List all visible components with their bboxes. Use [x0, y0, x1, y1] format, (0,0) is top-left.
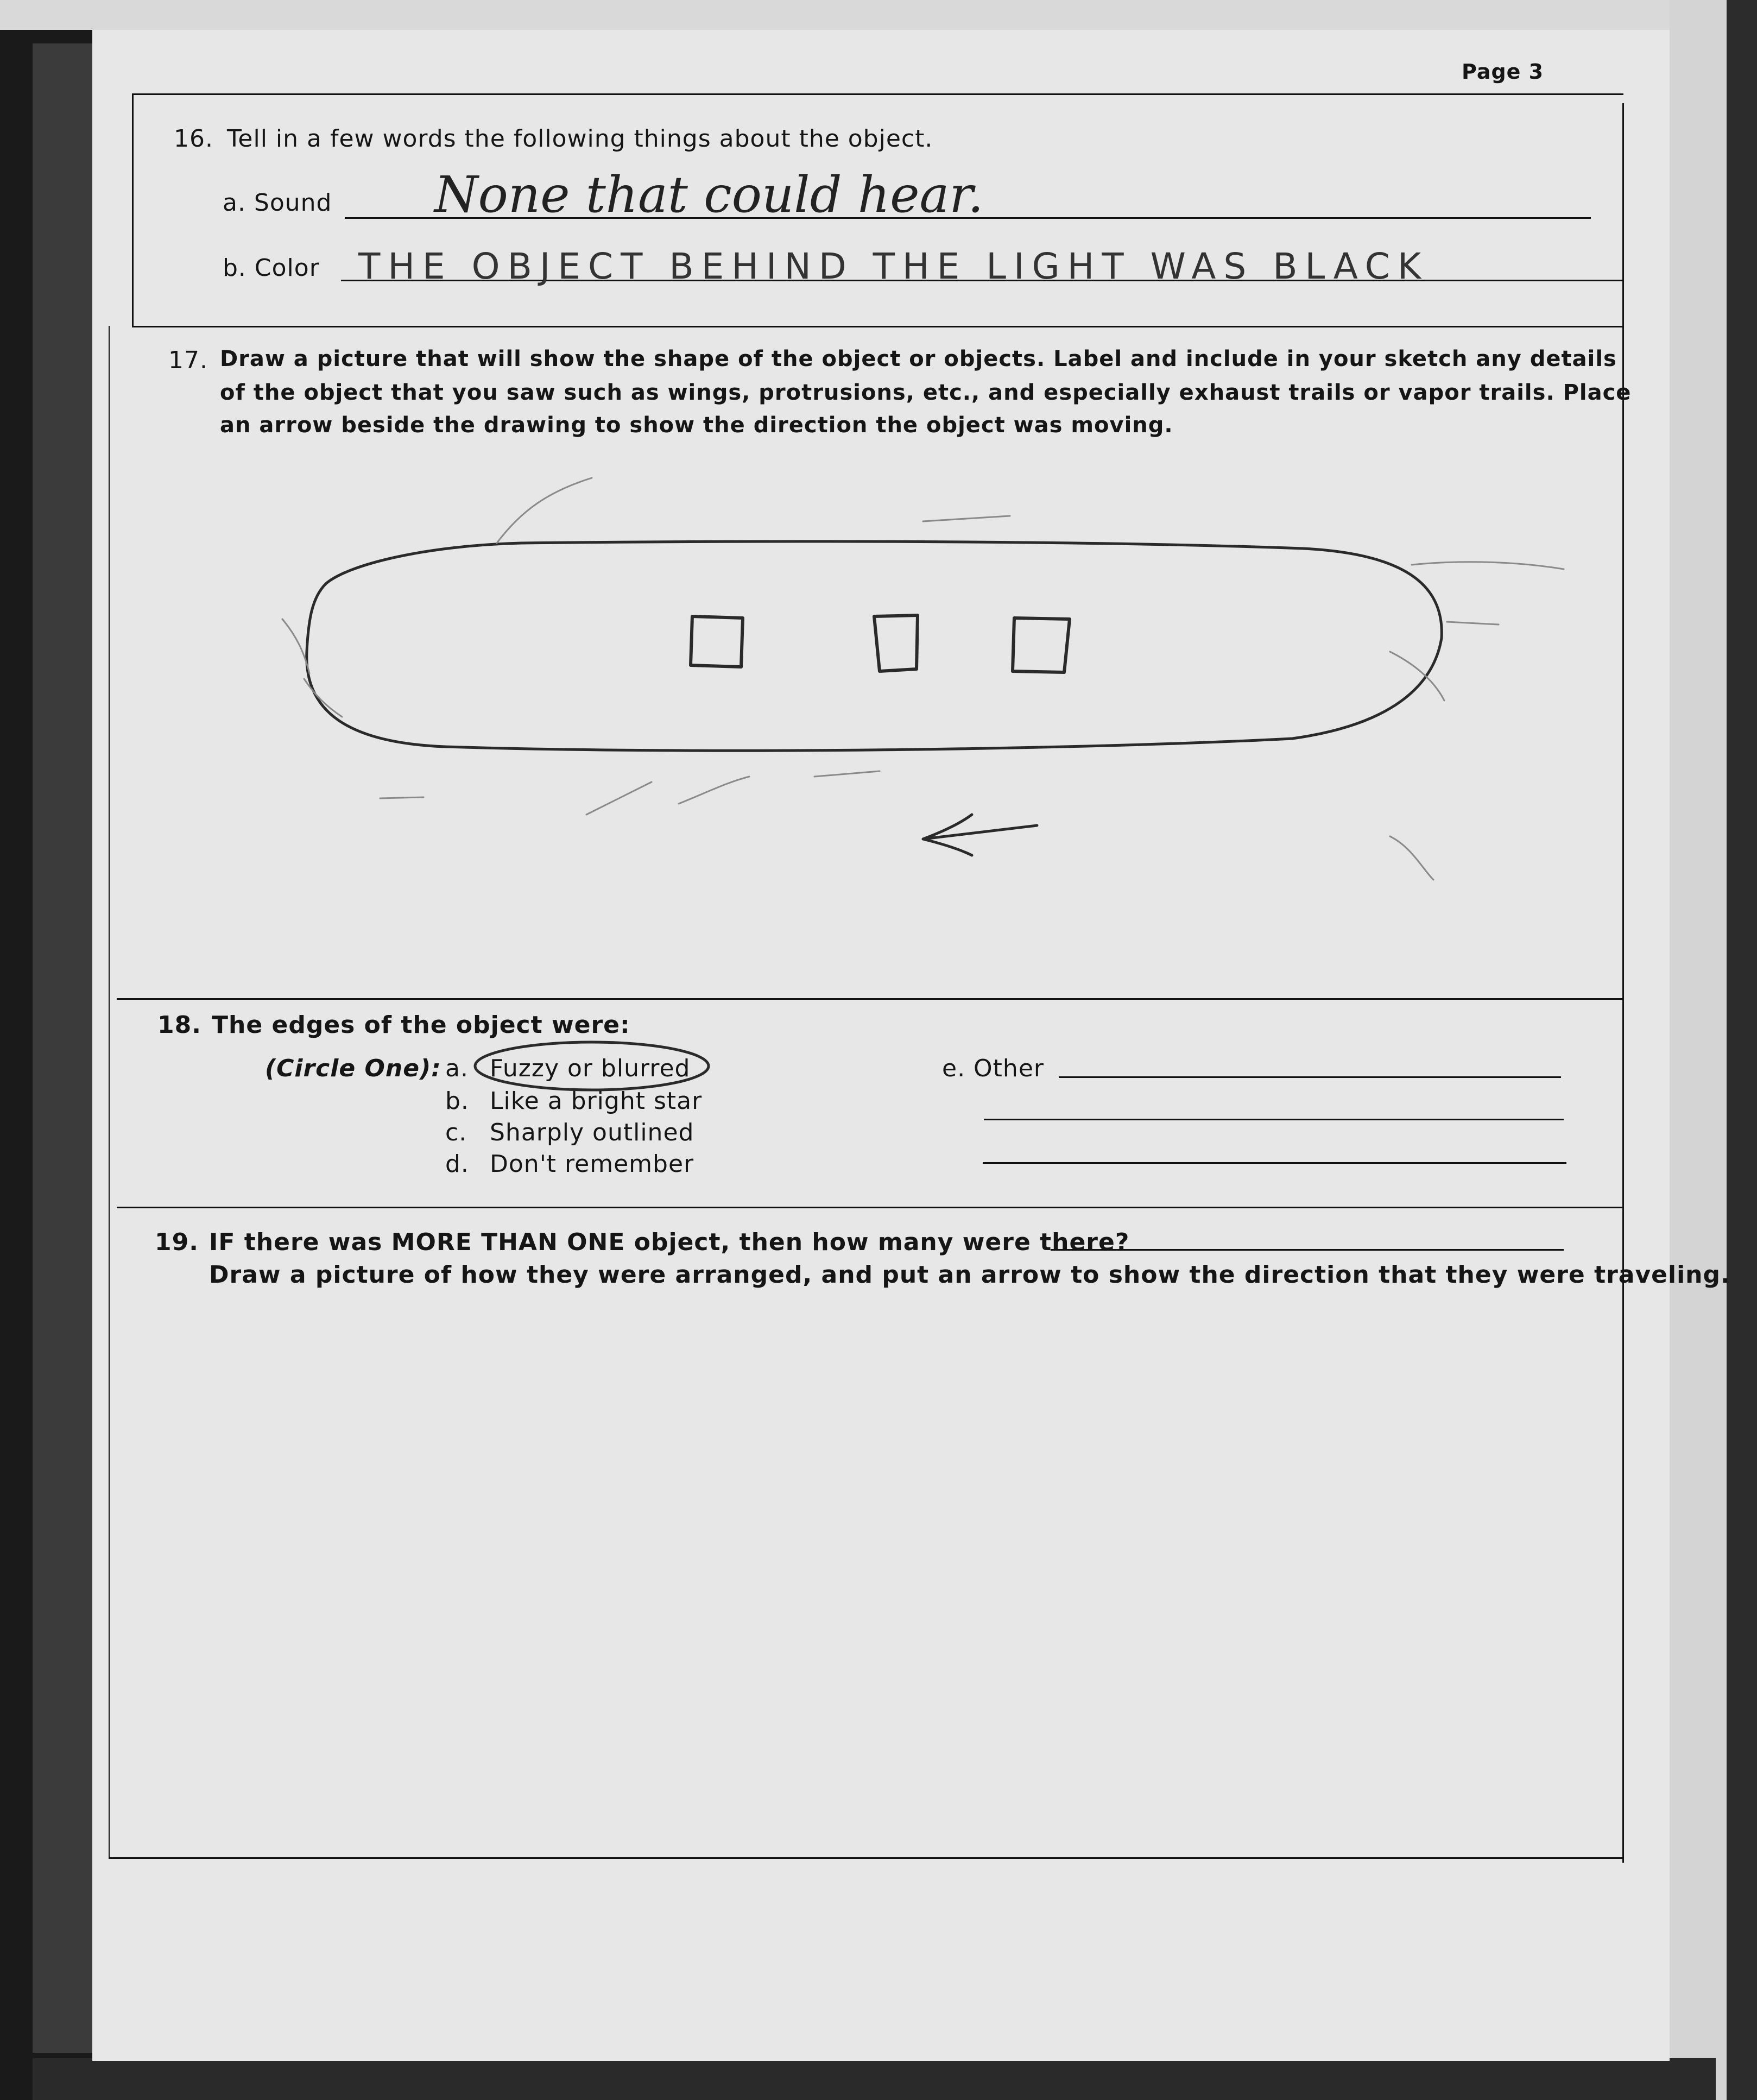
q18-other-line-3	[983, 1162, 1566, 1164]
glow-stroke	[923, 516, 1010, 521]
window-3	[1013, 618, 1070, 672]
window-1	[691, 616, 743, 667]
q16-sound-answer: None that could hear.	[434, 166, 984, 224]
q19-count-line	[1051, 1249, 1564, 1251]
glow-stroke	[1412, 562, 1564, 569]
q18-option-a[interactable]: Fuzzy or blurred	[490, 1055, 691, 1082]
q18-other-line-2	[984, 1119, 1564, 1120]
q17-line3: an arrow beside the drawing to show the direction the object was moving.	[220, 413, 1173, 438]
q19-number: 19.	[155, 1228, 199, 1256]
page-number: Page 3	[1462, 60, 1544, 84]
glow-stroke	[282, 619, 309, 673]
glow-stroke	[1390, 836, 1433, 880]
glow-stroke	[380, 797, 424, 798]
q19-line2: Draw a picture of how they were arranged, and put an arrow to show the direction that they were traveling.	[209, 1261, 1730, 1289]
q18-option-c[interactable]: Sharply outlined	[490, 1119, 694, 1146]
q18-option-d[interactable]: Don't remember	[490, 1150, 694, 1178]
q18-option-a-letter: a.	[445, 1055, 469, 1082]
q19-line1: IF there was MORE THAN ONE object, then how many were there?	[209, 1228, 1130, 1256]
glow-stroke	[1447, 622, 1499, 625]
q16-number: 16.	[174, 125, 213, 153]
window-2	[874, 615, 918, 671]
q18-option-d-letter: d.	[445, 1150, 469, 1178]
q18-option-b[interactable]: Like a bright star	[490, 1087, 703, 1115]
q16-color-answer: THE OBJECT BEHIND THE LIGHT WAS BLACK	[358, 245, 1429, 287]
q18-option-c-letter: c.	[445, 1119, 467, 1146]
q17-line1: Draw a picture that will show the shape of the object or objects. Label and include in your sketch any details	[220, 346, 1617, 371]
q16-sound-label: a. Sound	[223, 189, 332, 217]
glow-stroke	[586, 782, 652, 815]
q16-prompt: Tell in a few words the following things about the object.	[227, 125, 933, 153]
q18-circle-one-label: (Circle One):	[265, 1055, 441, 1082]
direction-arrow	[923, 815, 1037, 855]
glow-stroke	[497, 478, 592, 543]
q16-color-label: b. Color	[223, 254, 320, 282]
object-outline	[307, 541, 1442, 751]
q17-number: 17.	[168, 346, 208, 374]
glow-stroke	[814, 771, 880, 777]
q18-other-line-1	[1059, 1076, 1561, 1078]
glow-stroke	[679, 777, 749, 804]
q18-prompt: The edges of the object were:	[212, 1011, 630, 1039]
q18-other-label: e. Other	[942, 1055, 1044, 1082]
q18-option-b-letter: b.	[445, 1087, 469, 1115]
q17-line2: of the object that you saw such as wings, protrusions, etc., and especially exhaust trails or vapor trails. Place	[220, 380, 1632, 405]
q18-number: 18.	[157, 1011, 201, 1039]
